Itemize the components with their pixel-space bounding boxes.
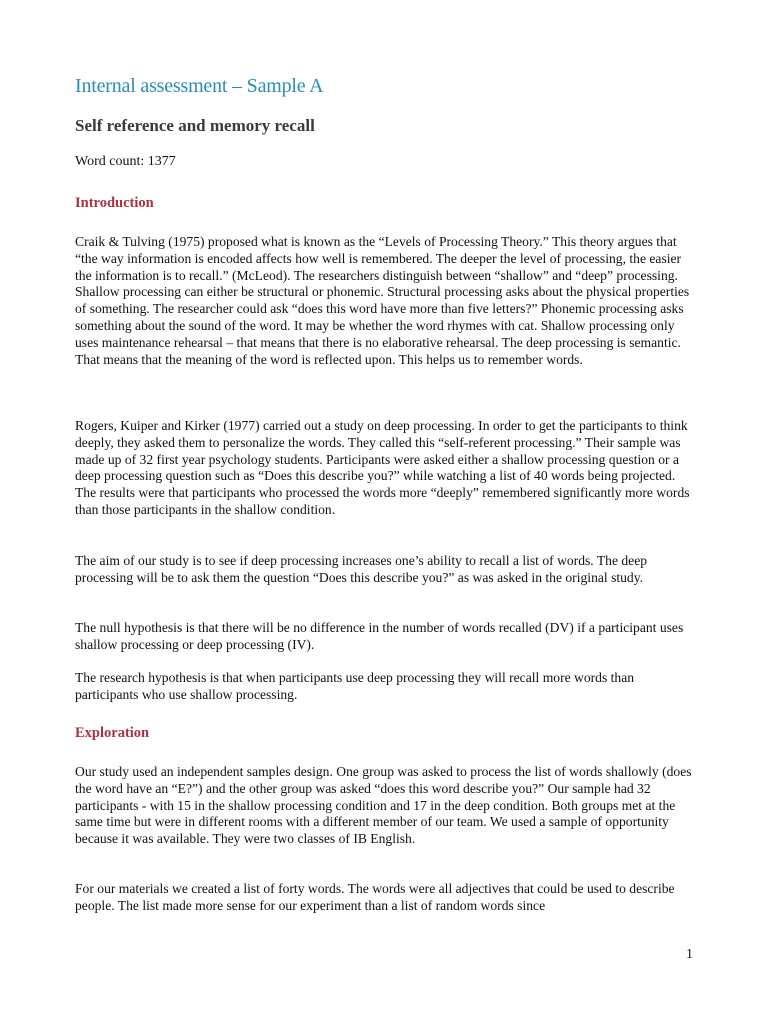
section-heading-introduction: Introduction bbox=[75, 195, 154, 211]
document-title: Internal assessment – Sample A bbox=[75, 75, 324, 97]
paragraph-intro-rogers-study: Rogers, Kuiper and Kirker (1977) carried out a study on deep processing. In order to get the participants to think deeply, they asked them to personalize the words. They called this “self-referent processing.” Their sample was made up of 32 first year psychology students. Participants were asked either a shallow processing question or a deep processing question such as “Does this describe you?” while watching a list of 40 words being projected. The results were that participants who processed the words more “deeply” remembered significantly more words than those participants in the shallow condition. bbox=[75, 418, 690, 517]
document-subtitle: Self reference and memory recall bbox=[75, 116, 315, 135]
word-count: Word count: 1377 bbox=[75, 154, 176, 169]
paragraph-exploration-design: Our study used an independent samples design. One group was asked to process the list of words shallowly (does the word have an “E?”) and the other group was asked “does this word describe you?” Our sample had 32 participants - with 15 in the shallow processing condition and 17 in the deep condition. Both groups met at the same time but were in different rooms with a different member of our team. We used a sample of opportunity because it was available. They were two classes of IB English. bbox=[75, 764, 692, 847]
paragraph-intro-levels-of-processing: Craik & Tulving (1975) proposed what is known as the “Levels of Processing Theory.” This theory argues that “the way information is encoded affects how well is remembered. The deeper the level of processing, the easier the information is to recall.” (McLeod). The researchers distinguish between “shallow” and “deep” processing. Shallow processing can either be structural or phonemic. Structural processing asks about the physical properties of something. The researcher could ask “does this word have more than five letters?” Phonemic processing asks something about the sound of the word. It may be whether the word rhymes with cat. Shallow processing only uses maintenance rehearsal – that means that there is no elaborative rehearsal. The deep processing is semantic. That means that the meaning of the word is reflected upon. This helps us to remember words. bbox=[75, 234, 690, 367]
paragraph-intro-aim: The aim of our study is to see if deep processing increases one’s ability to recall a list of words. The deep processing will be to ask them the question “Does this describe you?” as was asked in the original study. bbox=[75, 553, 648, 585]
paragraph-intro-null-hypothesis: The null hypothesis is that there will be no difference in the number of words recalled (DV) if a participant uses shallow processing or deep processing (IV). bbox=[75, 620, 684, 652]
paragraph-exploration-materials: For our materials we created a list of forty words. The words were all adjectives that could be used to describe people. The list made more sense for our experiment than a list of random words since bbox=[75, 881, 675, 913]
section-heading-exploration: Exploration bbox=[75, 725, 150, 741]
paragraph-intro-research-hypothesis: The research hypothesis is that when participants use deep processing they will recall more words than participants who use shallow processing. bbox=[75, 670, 635, 702]
page-number: 1 bbox=[686, 947, 693, 962]
